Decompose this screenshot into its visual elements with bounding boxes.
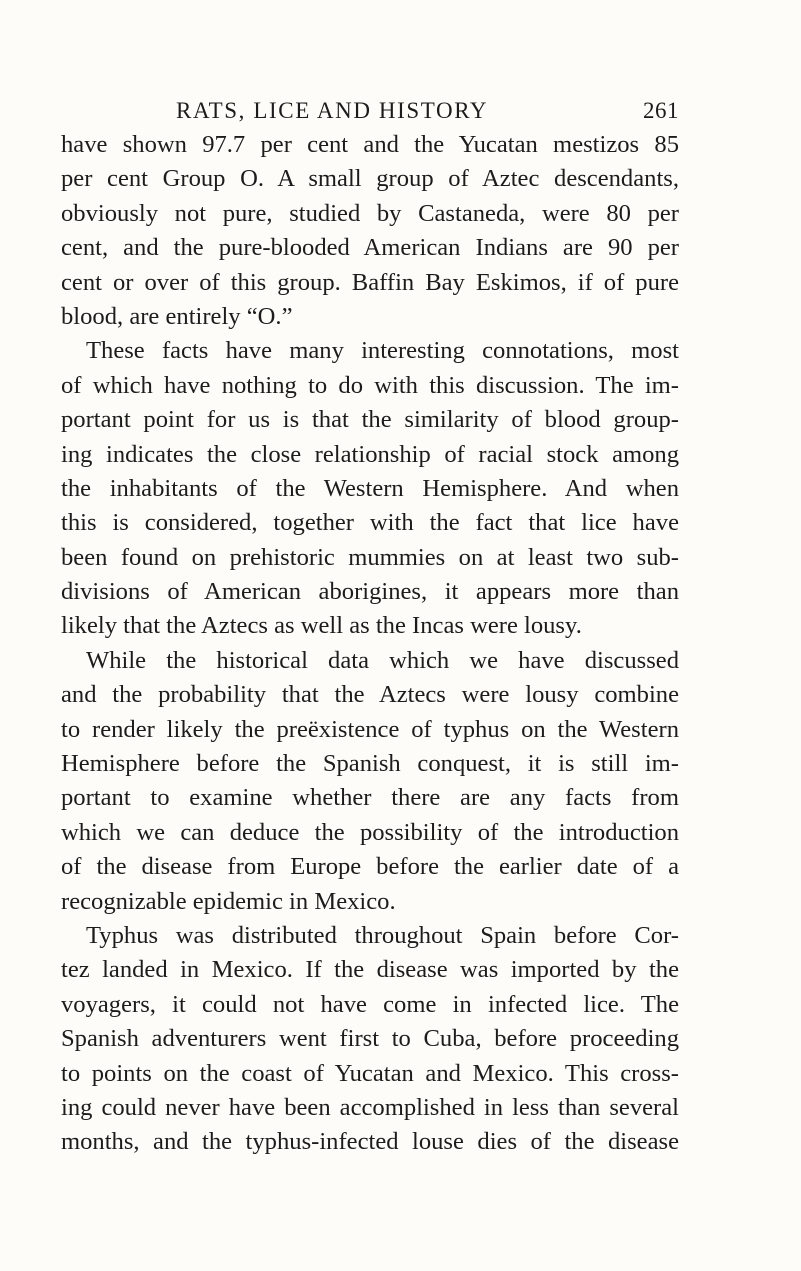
text-line: to points on the coast of Yucatan and Mexico. This cross- (61, 1059, 679, 1087)
text-line: to render likely the preëxistence of typhus on the Western (61, 715, 679, 743)
text-line: been found on prehistoric mummies on at least two sub- (61, 543, 679, 571)
text-line: tez landed in Mexico. If the disease was imported by the (61, 956, 679, 984)
running-head-title: RATS, LICE AND HISTORY (176, 98, 489, 123)
text-line: portant to examine whether there are any facts from (61, 784, 679, 812)
text-line: this is considered, together with the fact that lice have (61, 509, 679, 537)
text-line: Typhus was distributed throughout Spain before Cor- (86, 921, 679, 949)
body-text (61, 128, 679, 1160)
running-head (176, 93, 679, 129)
text-line: recognizable epidemic in Mexico. (61, 887, 396, 915)
text-line: of the disease from Europe before the earlier date of a (61, 853, 679, 881)
text-line: While the historical data which we have discussed (86, 646, 679, 674)
text-line: cent, and the pure-blooded American Indians are 90 per (61, 234, 679, 262)
text-line: voyagers, it could not have come in infected lice. The (61, 990, 679, 1018)
text-line: Hemisphere before the Spanish conquest, it is still im- (61, 750, 679, 778)
text-line: Spanish adventurers went first to Cuba, before proceeding (61, 1025, 679, 1053)
text-line: likely that the Aztecs as well as the Incas were lousy. (61, 612, 582, 640)
text-line: the inhabitants of the Western Hemisphere. And when (61, 474, 679, 502)
text-line: have shown 97.7 per cent and the Yucatan mestizos 85 (61, 131, 679, 158)
page-number: 261 (643, 98, 679, 123)
text-line: months, and the typhus-infected louse dies of the disease (61, 1128, 679, 1156)
text-line: These facts have many interesting connotations, most (86, 337, 679, 365)
text-line: per cent Group O. A small group of Aztec descendants, (61, 165, 679, 193)
text-line: obviously not pure, studied by Castaneda, were 80 per (61, 199, 679, 227)
text-line: blood, are entirely “O.” (61, 302, 293, 330)
text-line: of which have nothing to do with this discussion. The im- (61, 371, 679, 399)
text-line: portant point for us is that the similarity of blood group- (61, 406, 679, 434)
text-line: divisions of American aborigines, it appears more than (61, 578, 679, 606)
text-line: which we can deduce the possibility of the introduction (61, 818, 679, 846)
text-line: ing could never have been accomplished in less than several (61, 1093, 679, 1121)
text-line: and the probability that the Aztecs were lousy combine (61, 681, 679, 709)
text-line: cent or over of this group. Baffin Bay Eskimos, if of pure (61, 268, 679, 296)
text-line: ing indicates the close relationship of racial stock among (61, 440, 679, 468)
